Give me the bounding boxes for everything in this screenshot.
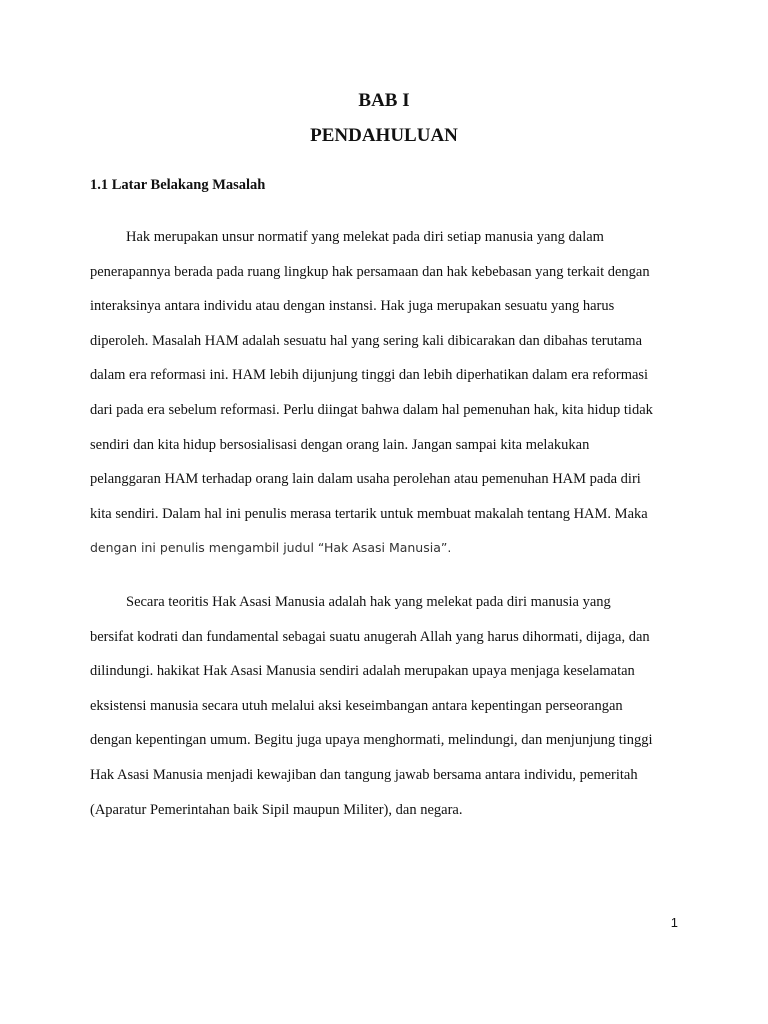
paragraph-line: interaksinya antara individu atau dengan instansi. Hak juga merupakan sesuatu yang harus <box>90 298 615 315</box>
paragraph-line: kita sendiri. Dalam hal ini penulis merasa tertarik untuk membuat makalah tentang HAM. Maka <box>90 505 648 522</box>
paragraph-line: dari pada era sebelum reformasi. Perlu diingat bahwa dalam hal pemenuhan hak, kita hidup tidak <box>90 401 653 418</box>
paragraph-line: (Aparatur Pemerintahan baik Sipil maupun Militer), dan negara. <box>90 801 463 818</box>
paragraph-1 <box>90 227 685 573</box>
page-number: 1 <box>670 915 678 930</box>
paragraph-line: sendiri dan kita hidup bersosialisasi dengan orang lain. Jangan sampai kita melakukan <box>90 436 590 453</box>
paragraph-2 <box>90 592 685 834</box>
paragraph-line: eksistensi manusia secara utuh melalui aksi keseimbangan antara kepentingan perseorangan <box>90 697 623 714</box>
section-heading: 1.1 Latar Belakang Masalah <box>90 177 266 193</box>
chapter-number: BAB I <box>358 90 410 111</box>
paragraph-line: penerapannya berada pada ruang lingkup hak persamaan dan hak kebebasan yang terkait dengan <box>90 263 650 280</box>
chapter-title: PENDAHULUAN <box>310 125 458 146</box>
paragraph-line: Secara teoritis Hak Asasi Manusia adalah hak yang melekat pada diri manusia yang <box>126 594 611 610</box>
paragraph-line: dengan ini penulis mengambil judul “Hak Asasi Manusia”. <box>90 540 452 556</box>
paragraph-line: bersifat kodrati dan fundamental sebagai suatu anugerah Allah yang harus dihormati, dijaga, dan <box>90 628 650 645</box>
paragraph-line: Hak Asasi Manusia menjadi kewajiban dan tangung jawab bersama antara individu, pemeritah <box>90 766 638 783</box>
paragraph-line: dilindungi. hakikat Hak Asasi Manusia sendiri adalah merupakan upaya menjaga keselamatan <box>90 663 635 680</box>
paragraph-line: dalam era reformasi ini. HAM lebih dijunjung tinggi dan lebih diperhatikan dalam era reformasi <box>90 367 649 384</box>
paragraph-line: pelanggaran HAM terhadap orang lain dalam usaha perolehan atau pemenuhan HAM pada diri <box>90 471 641 488</box>
paragraph-line: Hak merupakan unsur normatif yang melekat pada diri setiap manusia yang dalam <box>126 229 604 245</box>
paragraph-line: dengan kepentingan umum. Begitu juga upaya menghormati, melindungi, dan menjunjung tinggi <box>90 732 653 749</box>
paragraph-line: diperoleh. Masalah HAM adalah sesuatu hal yang sering kali dibicarakan dan dibahas terutama <box>90 332 643 349</box>
